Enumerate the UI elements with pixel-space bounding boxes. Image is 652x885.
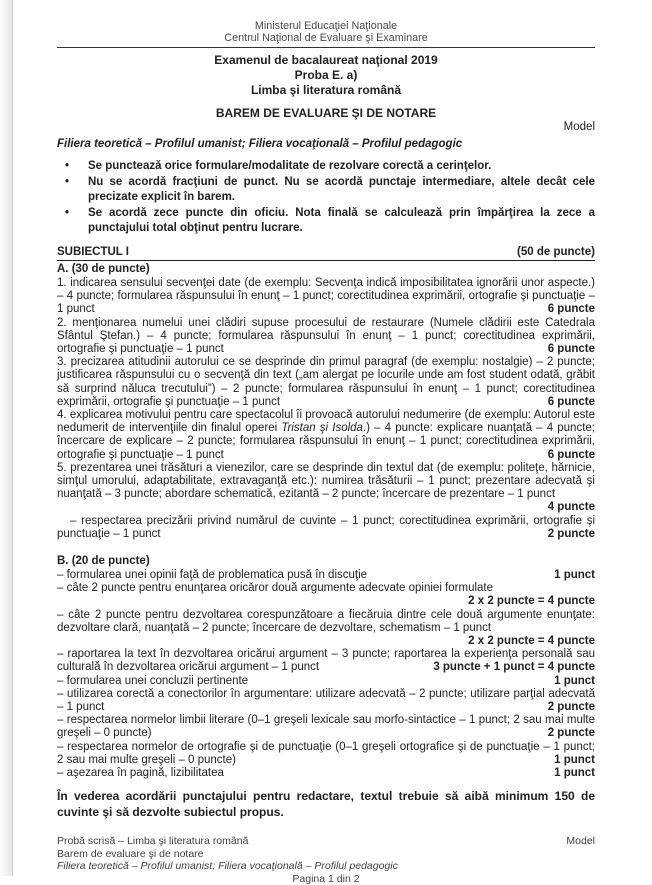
rubric-item bbox=[57, 356, 595, 409]
rubric-item-text: – aşezarea în pagină, lizibilitatea bbox=[57, 767, 224, 779]
section-b bbox=[57, 554, 595, 780]
footer-model: Model bbox=[566, 835, 595, 848]
rubric-item bbox=[57, 569, 595, 582]
score-value: 2 x 2 puncte = 4 puncte bbox=[57, 595, 595, 608]
score-value: 6 puncte bbox=[548, 449, 595, 462]
rubric-item-text: – raportarea la text în dezvoltarea oricărui argument – 3 puncte; raportarea la experienţa personală sau culturală în dezvoltarea oricărui argument – 1 punct bbox=[57, 648, 595, 673]
rubric-item bbox=[57, 582, 595, 595]
rubric-item-text: 5. prezentarea unei trăsături a vienezilor, care se desprinde din textul dat (de exemplu: politeţe, hărnicie, simţul umorului, adaptabilitate, extravaganţă etc.): numirea trăsăturii – 1 punct; prezentare adecvată şi nuanţată – 3 puncte; abordare schematică, ezitantă – 2 puncte; încercare de prezentare – 1 punct bbox=[57, 462, 595, 500]
section-a-heading: A. (30 de puncte) bbox=[57, 262, 595, 277]
rubric-item-text: .) – 4 puncte: explicare nuanţată – 4 puncte; încercare de explicare – 2 puncte; formularea răspunsului în enunţ – 1 punct; corectitudinea exprimării, ortografie şi punctuaţie – 1 punct bbox=[57, 422, 595, 460]
section-b-items bbox=[57, 569, 595, 780]
rubric-item bbox=[57, 277, 595, 317]
rubric-item-text: – respectarea normelor de ortografie şi de punctuaţie (0–1 greşeli ortografice şi de punctuaţie – 1 punct; 2 sau mai multe greşeli – 0 puncte) bbox=[57, 741, 595, 766]
rubric-item-text: 2. menţionarea numelui unei clădiri supuse procesului de restaurare (Numele clădirii este Catedrala Sfântul Ştefan.) – 4 puncte; formularea răspunsului în enunţ – 1 punct; corectitudinea exprimării, ortografie şi punctuaţie – 1 punct bbox=[57, 317, 595, 355]
exam-proba: Proba E. a) bbox=[57, 68, 595, 83]
section-a-items bbox=[57, 277, 595, 541]
rubric-item bbox=[57, 317, 595, 357]
ministry-line1: Ministerul Educaţiei Naţionale bbox=[57, 20, 595, 32]
footer-filiera: Filiera teoretică – Profilul umanist; Filiera vocaţională – Profilul pedagogic bbox=[57, 860, 595, 873]
score-value: 6 puncte bbox=[548, 343, 595, 356]
page-footer bbox=[57, 835, 595, 885]
subject1-header bbox=[57, 245, 595, 261]
filiera-line: Filiera teoretică – Profilul umanist; Filiera vocaţională – Profilul pedagogic bbox=[57, 137, 595, 151]
score-value: 1 punct bbox=[554, 767, 595, 780]
rubric-item bbox=[57, 515, 595, 541]
rubric-item-text: 1. indicarea sensului secvenţei date (de exemplu: Secvenţa indică imposibilitatea ignorării unor aspecte.) – 4 puncte; formularea răspunsului în enunţ – 1 punct; corectitudinea exprimării, ortografie şi punctuaţie – 1 punct bbox=[57, 277, 595, 315]
model-label: Model bbox=[57, 121, 595, 134]
ministry-header bbox=[57, 20, 595, 48]
score-value: 6 puncte bbox=[548, 303, 595, 316]
footer-row-1 bbox=[57, 835, 595, 848]
subject1-label: SUBIECTUL I bbox=[57, 245, 129, 260]
rubric-item bbox=[57, 675, 595, 688]
rubric-item-text: – formularea unei opinii faţă de problematica pusă în discuţie bbox=[57, 569, 367, 581]
instructions-list bbox=[57, 159, 595, 236]
rubric-item-text: – câte 2 puncte pentru dezvoltarea corespunzătoare a fiecăruia dintre cele două argumente enunţate: dezvoltare clară, nuanţată – 2 puncte; încercare de dezvoltare, schematism – 1 punct bbox=[57, 609, 595, 634]
rubric-item-text: – formularea unei concluzii pertinente bbox=[57, 675, 248, 687]
rubric-item bbox=[57, 609, 595, 635]
score-value: 1 punct bbox=[554, 675, 595, 688]
score-value: 3 puncte + 1 punct = 4 puncte bbox=[433, 661, 595, 674]
section-a bbox=[57, 262, 595, 541]
rubric-item bbox=[57, 741, 595, 767]
rubric-item bbox=[57, 462, 595, 502]
rubric-item bbox=[57, 714, 595, 740]
page-number: Pagina 1 din 2 bbox=[57, 873, 595, 885]
footer-barem: Barem de evaluare şi de notare bbox=[57, 848, 595, 861]
instruction-bullet: • Nu se acordă fracţiuni de punct. Nu se acordă punctaje intermediare, altele decât cele precizate explicit în barem. bbox=[57, 175, 595, 206]
rubric-item bbox=[57, 648, 595, 674]
rubric-item bbox=[57, 688, 595, 714]
instruction-bullet: • Se acordă zece puncte din oficiu. Nota finală se calculează prin împărţirea la zece a punctajului total obţinut pentru lucrare. bbox=[57, 206, 595, 237]
rubric-item-text: – câte 2 puncte pentru enunţarea oricăror două argumente adecvate opiniei formulate bbox=[57, 582, 493, 594]
rubric-item-text: – utilizarea corectă a conectorilor în argumentare: utilizare adecvată – 2 puncte; utilizare parţial adecvată – 1 punct bbox=[57, 688, 595, 713]
score-value: 1 punct bbox=[554, 569, 595, 582]
rubric-item-text: Tristan şi Isolda bbox=[281, 422, 363, 434]
title-block bbox=[57, 53, 595, 151]
exam-subject: Limba şi literatura română bbox=[57, 83, 595, 98]
page-left-edge bbox=[0, 0, 13, 876]
rubric-item-text: 4. explicarea motivului pentru care spectacolul îi provoacă autorului nedumerire (de exemplu: Autorul este nedumerit de intervenţiile din finalul operei bbox=[57, 409, 595, 434]
score-value: 2 puncte bbox=[548, 727, 595, 740]
rubric-item-text: 3. precizarea atitudinii autorului ce se desprinde din primul paragraf (de exemplu: nostalgie) – 2 puncte; justificarea răspunsului cu o secvenţă din text („am alergat pe locurile unde am fost student odată, grăbit să surprind năluca trecutului”) – 2 puncte; formularea răspunsului în enunţ – 1 punct; corectitudinea exprimării, ortografie şi punctuaţie – 1 punct bbox=[57, 356, 595, 408]
section-b-heading: B. (20 de puncte) bbox=[57, 554, 595, 569]
barem-title: BAREM DE EVALUARE ŞI DE NOTARE bbox=[57, 106, 595, 121]
exam-title: Examenul de bacalaureat naţional 2019 bbox=[57, 53, 595, 68]
ministry-line2: Centrul Naţional de Evaluare şi Examinare bbox=[57, 32, 595, 44]
score-value: 6 puncte bbox=[548, 396, 595, 409]
rubric-item-text: – respectarea normelor limbii literare (0–1 greşeli lexicale sau morfo-sintactice – 1 punct; 2 sau mai multe greşeli – 0 puncte) bbox=[57, 714, 595, 739]
rubric-item bbox=[57, 409, 595, 462]
score-value: 2 x 2 puncte = 4 puncte bbox=[57, 635, 595, 648]
rubric-item bbox=[57, 767, 595, 780]
score-value: 2 puncte bbox=[535, 528, 595, 541]
redaction-note: În vederea acordării punctajului pentru redactare, textul trebuie să aibă minimum 150 de cuvinte şi să dezvolte subiectul propus. bbox=[57, 789, 595, 820]
score-value: 2 puncte bbox=[548, 701, 595, 714]
instruction-bullet: • Se punctează orice formulare/modalitate de rezolvare corectă a cerinţelor. bbox=[57, 159, 595, 174]
footer-proba: Probă scrisă – Limba şi literatura română bbox=[57, 835, 248, 848]
score-value: 4 puncte bbox=[57, 501, 595, 514]
rubric-item-text: – respectarea precizării privind numărul de cuvinte – 1 punct; corectitudinea exprimării, ortografie şi punctuaţie – 1 punct bbox=[57, 515, 595, 540]
subject1-points: (50 de puncte) bbox=[517, 245, 595, 260]
score-value: 1 punct bbox=[554, 754, 595, 767]
